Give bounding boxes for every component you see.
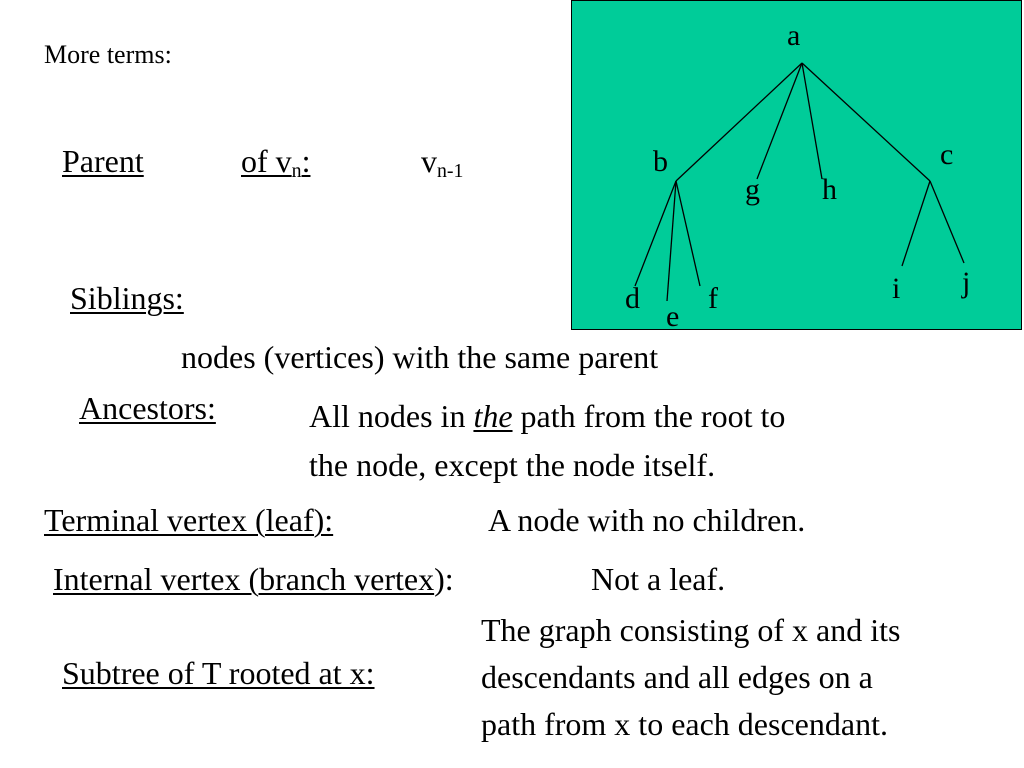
parent-of-vn xyxy=(241,145,310,182)
parent-of-colon: : xyxy=(301,143,311,179)
tree-edge-a-g xyxy=(757,63,802,179)
terminal-label: Terminal vertex (leaf): xyxy=(44,502,334,538)
parent-answer-base: v xyxy=(421,143,437,179)
internal-label xyxy=(53,563,454,595)
tree-node-a: a xyxy=(787,19,801,52)
parent-label: Parent xyxy=(62,143,144,179)
tree-node-b: b xyxy=(653,145,668,178)
internal-definition: Not a leaf. xyxy=(591,561,726,597)
ancestors-label: Ancestors: xyxy=(79,390,216,426)
parent-of-sub: n xyxy=(291,159,302,182)
siblings-definition: nodes (vertices) with the same parent xyxy=(181,339,659,375)
ancestors-def-before: All nodes in xyxy=(309,398,474,434)
terminal-definition: A node with no children. xyxy=(488,502,806,538)
tree-edge-b-f xyxy=(676,181,700,286)
tree-node-c: c xyxy=(940,138,954,171)
parent-answer-sub: n-1 xyxy=(437,159,464,182)
tree-edge-a-c xyxy=(802,63,930,181)
subtree-label: Subtree of T rooted at x: xyxy=(62,655,375,691)
tree-node-f: f xyxy=(708,282,718,315)
slide-title: More terms: xyxy=(44,40,172,69)
tree-node-e: e xyxy=(666,300,680,331)
ancestors-definition-line1 xyxy=(309,400,785,432)
tree-edge-a-b xyxy=(676,63,802,181)
tree-edge-a-h xyxy=(802,63,822,179)
tree-edge-c-i xyxy=(902,181,930,266)
tree-node-h: h xyxy=(822,173,837,206)
subtree-definition-line1: The graph consisting of x and its xyxy=(481,612,901,648)
siblings-label: Siblings: xyxy=(70,280,184,316)
tree-diagram xyxy=(572,1,1023,331)
subtree-definition-line2: descendants and all edges on a xyxy=(481,659,873,695)
internal-label-underlined: Internal vertex (branch vertex xyxy=(53,561,435,597)
tree-node-d: d xyxy=(625,282,640,315)
parent-answer xyxy=(421,145,463,182)
ancestors-definition-line2: the node, except the node itself. xyxy=(309,447,716,483)
tree-diagram-panel xyxy=(571,0,1022,330)
ancestors-def-emphasis: the xyxy=(473,398,513,434)
tree-edge-c-j xyxy=(930,181,964,263)
ancestors-def-after: path from the root to xyxy=(512,398,786,434)
subtree-definition-line3: path from x to each descendant. xyxy=(481,706,888,742)
parent-of-prefix: of v xyxy=(241,143,292,179)
tree-node-j: j xyxy=(962,266,971,299)
internal-label-tail: ): xyxy=(434,561,454,597)
tree-node-i: i xyxy=(892,272,901,305)
tree-node-g: g xyxy=(745,173,760,206)
